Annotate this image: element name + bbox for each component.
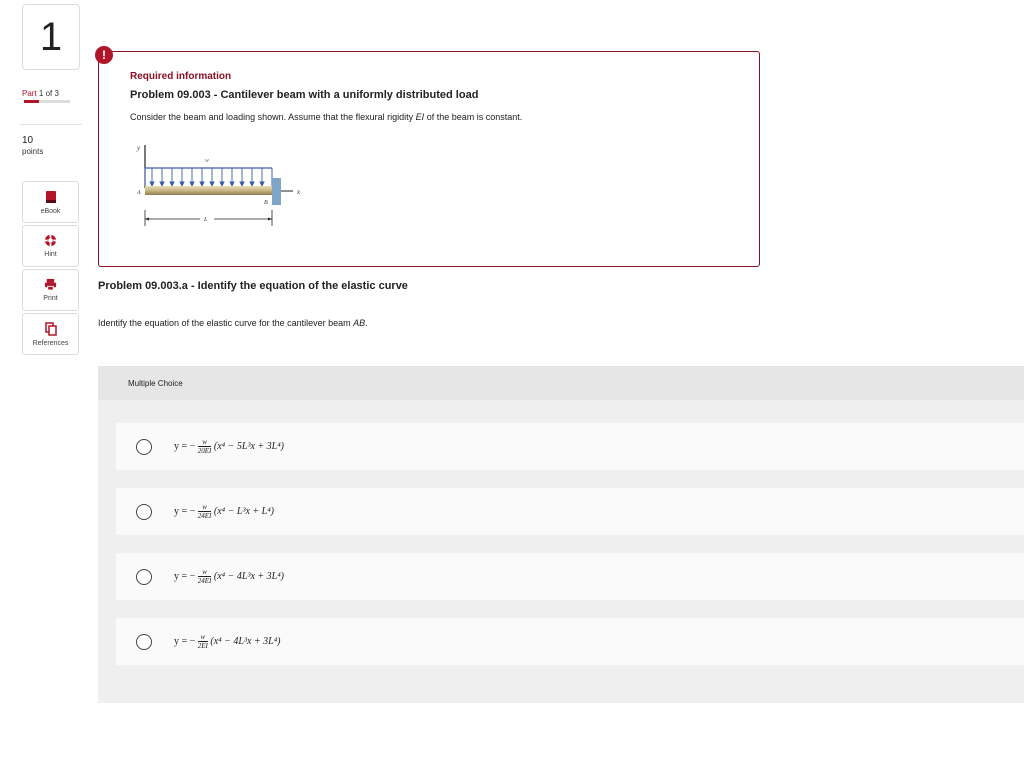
- fraction-numerator: w: [200, 633, 206, 641]
- fraction-denominator: 24EI: [197, 512, 212, 520]
- ebook-label: eBook: [40, 207, 61, 215]
- choice-formula: [174, 438, 284, 455]
- hint-button[interactable]: [22, 225, 79, 267]
- choice-formula: [174, 503, 274, 520]
- multiple-choice-label: Multiple Choice: [128, 379, 183, 388]
- beam-figure: [130, 140, 320, 235]
- radio-button[interactable]: [136, 504, 152, 520]
- fraction-denominator: 24EI: [197, 577, 212, 585]
- distributed-load: [145, 168, 272, 186]
- formula-expression: (x⁴ − 4L³x + 3L⁴): [213, 570, 284, 582]
- fraction-numerator: w: [202, 568, 207, 576]
- question-number: 1: [39, 14, 63, 59]
- choice-option-2[interactable]: [116, 488, 1024, 535]
- subproblem-beam-name: AB: [353, 318, 366, 328]
- subproblem-description: [98, 318, 368, 328]
- copy-icon: [45, 322, 57, 336]
- formula-expression: (x⁴ − 4L³x + 3L⁴): [210, 635, 281, 647]
- multiple-choice-panel: [98, 366, 1024, 703]
- fraction-denominator: 2EI: [197, 642, 208, 650]
- statement-text-1: Consider the beam and loading shown. Assume that the flexural rigidity: [130, 112, 416, 122]
- radio-button[interactable]: [136, 439, 152, 455]
- print-button[interactable]: [22, 269, 79, 311]
- choice-option-3[interactable]: [116, 553, 1024, 600]
- formula-expression: (x⁴ − 5L³x + 3L⁴): [213, 440, 284, 452]
- hint-label: Hint: [44, 251, 57, 258]
- question-number-box: [22, 4, 80, 70]
- statement-text-2: of the beam is constant.: [424, 112, 523, 122]
- radio-button[interactable]: [136, 634, 152, 650]
- radio-button[interactable]: [136, 569, 152, 585]
- point-a-label: A: [137, 190, 141, 196]
- references-label: References: [32, 339, 69, 347]
- fraction-numerator: w: [202, 438, 207, 446]
- x-axis-label: x: [297, 188, 301, 196]
- part-progress-fill: [24, 100, 39, 103]
- alert-icon: !: [95, 46, 113, 64]
- w-label: w: [205, 158, 210, 164]
- formula-prefix: y = −: [174, 505, 196, 517]
- book-icon: [45, 190, 57, 204]
- y-axis-label: y: [137, 144, 141, 152]
- multiple-choice-header: [98, 366, 1024, 400]
- ebook-button[interactable]: [22, 181, 79, 223]
- printer-icon: [44, 278, 57, 291]
- part-rest: 1 of 3: [38, 89, 59, 98]
- fraction-numerator: w: [202, 503, 207, 511]
- print-label: Print: [43, 295, 58, 302]
- part-prefix: Part: [22, 89, 37, 98]
- beam: [145, 186, 272, 195]
- problem-title: Problem 09.003 - Cantilever beam with a uniformly distributed load: [130, 89, 479, 101]
- subproblem-title: Problem 09.003.a - Identify the equation of the elastic curve: [98, 280, 408, 292]
- choice-formula: [174, 568, 284, 585]
- problem-statement: [130, 112, 522, 122]
- points-label: points: [22, 147, 44, 156]
- choice-option-1[interactable]: [116, 423, 1024, 470]
- required-info-title: Required information: [130, 71, 232, 82]
- part-progress-bar: [24, 100, 70, 103]
- points-value: 10: [22, 135, 34, 146]
- wall-support: [272, 178, 281, 205]
- references-button[interactable]: [22, 313, 79, 355]
- formula-prefix: y = −: [174, 440, 196, 452]
- length-dimension: [145, 210, 272, 226]
- choice-formula: [174, 633, 281, 650]
- point-b-label: B: [264, 200, 268, 206]
- formula-prefix: y = −: [174, 635, 196, 647]
- formula-prefix: y = −: [174, 570, 196, 582]
- statement-ei: EI: [415, 112, 425, 122]
- formula-expression: (x⁴ − L³x + L⁴): [213, 505, 274, 517]
- lifebuoy-icon: [44, 234, 57, 247]
- subproblem-desc-text-1: Identify the equation of the elastic curve for the cantilever beam: [98, 318, 354, 328]
- part-indicator: [22, 89, 59, 98]
- fraction-denominator: 20EI: [197, 447, 212, 455]
- choice-option-4[interactable]: [116, 618, 1024, 665]
- sidebar-divider: [20, 124, 82, 125]
- length-label: L: [204, 217, 208, 223]
- subproblem-desc-text-2: .: [365, 318, 368, 328]
